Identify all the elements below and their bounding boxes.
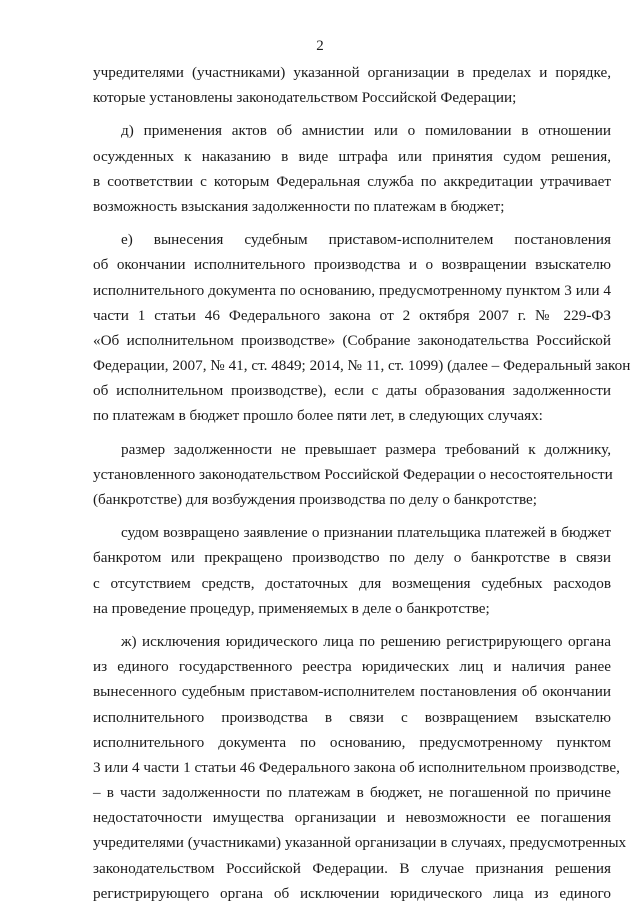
page-number: 2 xyxy=(316,38,324,54)
text-line: на проведение процедур, применяемых в деле о банкротстве; xyxy=(93,599,490,617)
text-line: д) применения актов об амнистии или о помиловании в отношении xyxy=(121,122,611,140)
text-line: исполнительного документа по основанию, предусмотренному пунктом 3 или 4 xyxy=(93,281,611,299)
text-line: возможность взыскания задолженности по платежам в бюджет; xyxy=(93,197,505,215)
text-line: об исполнительном производстве), если с даты образования задолженности xyxy=(93,382,611,400)
text-line: осужденных к наказанию в виде штрафа или принятия судом решения, xyxy=(93,147,611,165)
text-line: с отсутствием средств, достаточных для возмещения судебных расходов xyxy=(93,574,611,592)
text-line: об окончании исполнительного производства и о возвращении взыскателю xyxy=(93,256,611,274)
text-line: судом возвращено заявление о признании плательщика платежей в бюджет xyxy=(121,524,611,542)
text-line: 3 или 4 части 1 статьи 46 Федерального закона об исполнительном производстве, xyxy=(93,758,620,776)
paragraph-gap xyxy=(93,512,611,520)
document-body xyxy=(93,60,631,906)
text-line: – в части задолженности по платежам в бюджет, не погашенной по причине xyxy=(93,784,611,802)
text-line: банкротом или прекращено производство по делу о банкротстве в связи xyxy=(93,549,611,567)
text-line: установленного законодательством Российской Федерации о несостоятельности xyxy=(93,465,613,483)
text-line: которые установлены законодательством Российской Федерации; xyxy=(93,89,517,107)
text-line: учредителями (участниками) указанной организации в пределах и порядке, xyxy=(93,64,611,81)
text-line: исполнительного производства в связи с возвращением взыскателю xyxy=(93,708,611,726)
text-line: недостаточности имущества организации и невозможности ее погашения xyxy=(93,809,611,827)
text-line: «Об исполнительном производстве» (Собрание законодательства Российской xyxy=(93,331,611,349)
paragraph-gap xyxy=(93,429,611,437)
text-line: ж) исключения юридического лица по решению регистрирующего органа xyxy=(121,632,611,650)
text-line: части 1 статьи 46 Федерального закона от 2 октября 2007 г. № 229-ФЗ xyxy=(93,306,611,324)
paragraph-gap xyxy=(93,110,611,118)
text-line: учредителями (участниками) указанной организации в случаях, предусмотренных xyxy=(93,834,627,852)
text-line: Федерации, 2007, № 41, ст. 4849; 2014, № 11, ст. 1099) (далее – Федеральный закон xyxy=(93,357,631,375)
text-line: из единого государственного реестра юридических лиц и наличия ранее xyxy=(93,658,611,676)
paragraph-gap xyxy=(93,219,611,227)
text-line: по платежам в бюджет прошло более пяти лет, в следующих случаях: xyxy=(93,407,543,425)
text-line: (банкротстве) для возбуждения производства по делу о банкротстве; xyxy=(93,491,538,508)
text-line: е) вынесения судебным приставом-исполнителем постановления xyxy=(121,231,611,249)
text-line: в соответствии с которым Федеральная служба по аккредитации утрачивает xyxy=(93,172,611,190)
text-line: размер задолженности не превышает размера требований к должнику, xyxy=(121,440,611,458)
text-line: вынесенного судебным приставом-исполнителем постановления об окончании xyxy=(93,683,611,701)
text-line: регистрирующего органа об исключении юридического лица из единого xyxy=(93,884,611,902)
paragraph-gap xyxy=(93,621,611,629)
text-line: законодательством Российской Федерации. В случае признания решения xyxy=(93,859,611,877)
text-line: исполнительного документа по основанию, предусмотренному пунктом xyxy=(93,733,611,751)
